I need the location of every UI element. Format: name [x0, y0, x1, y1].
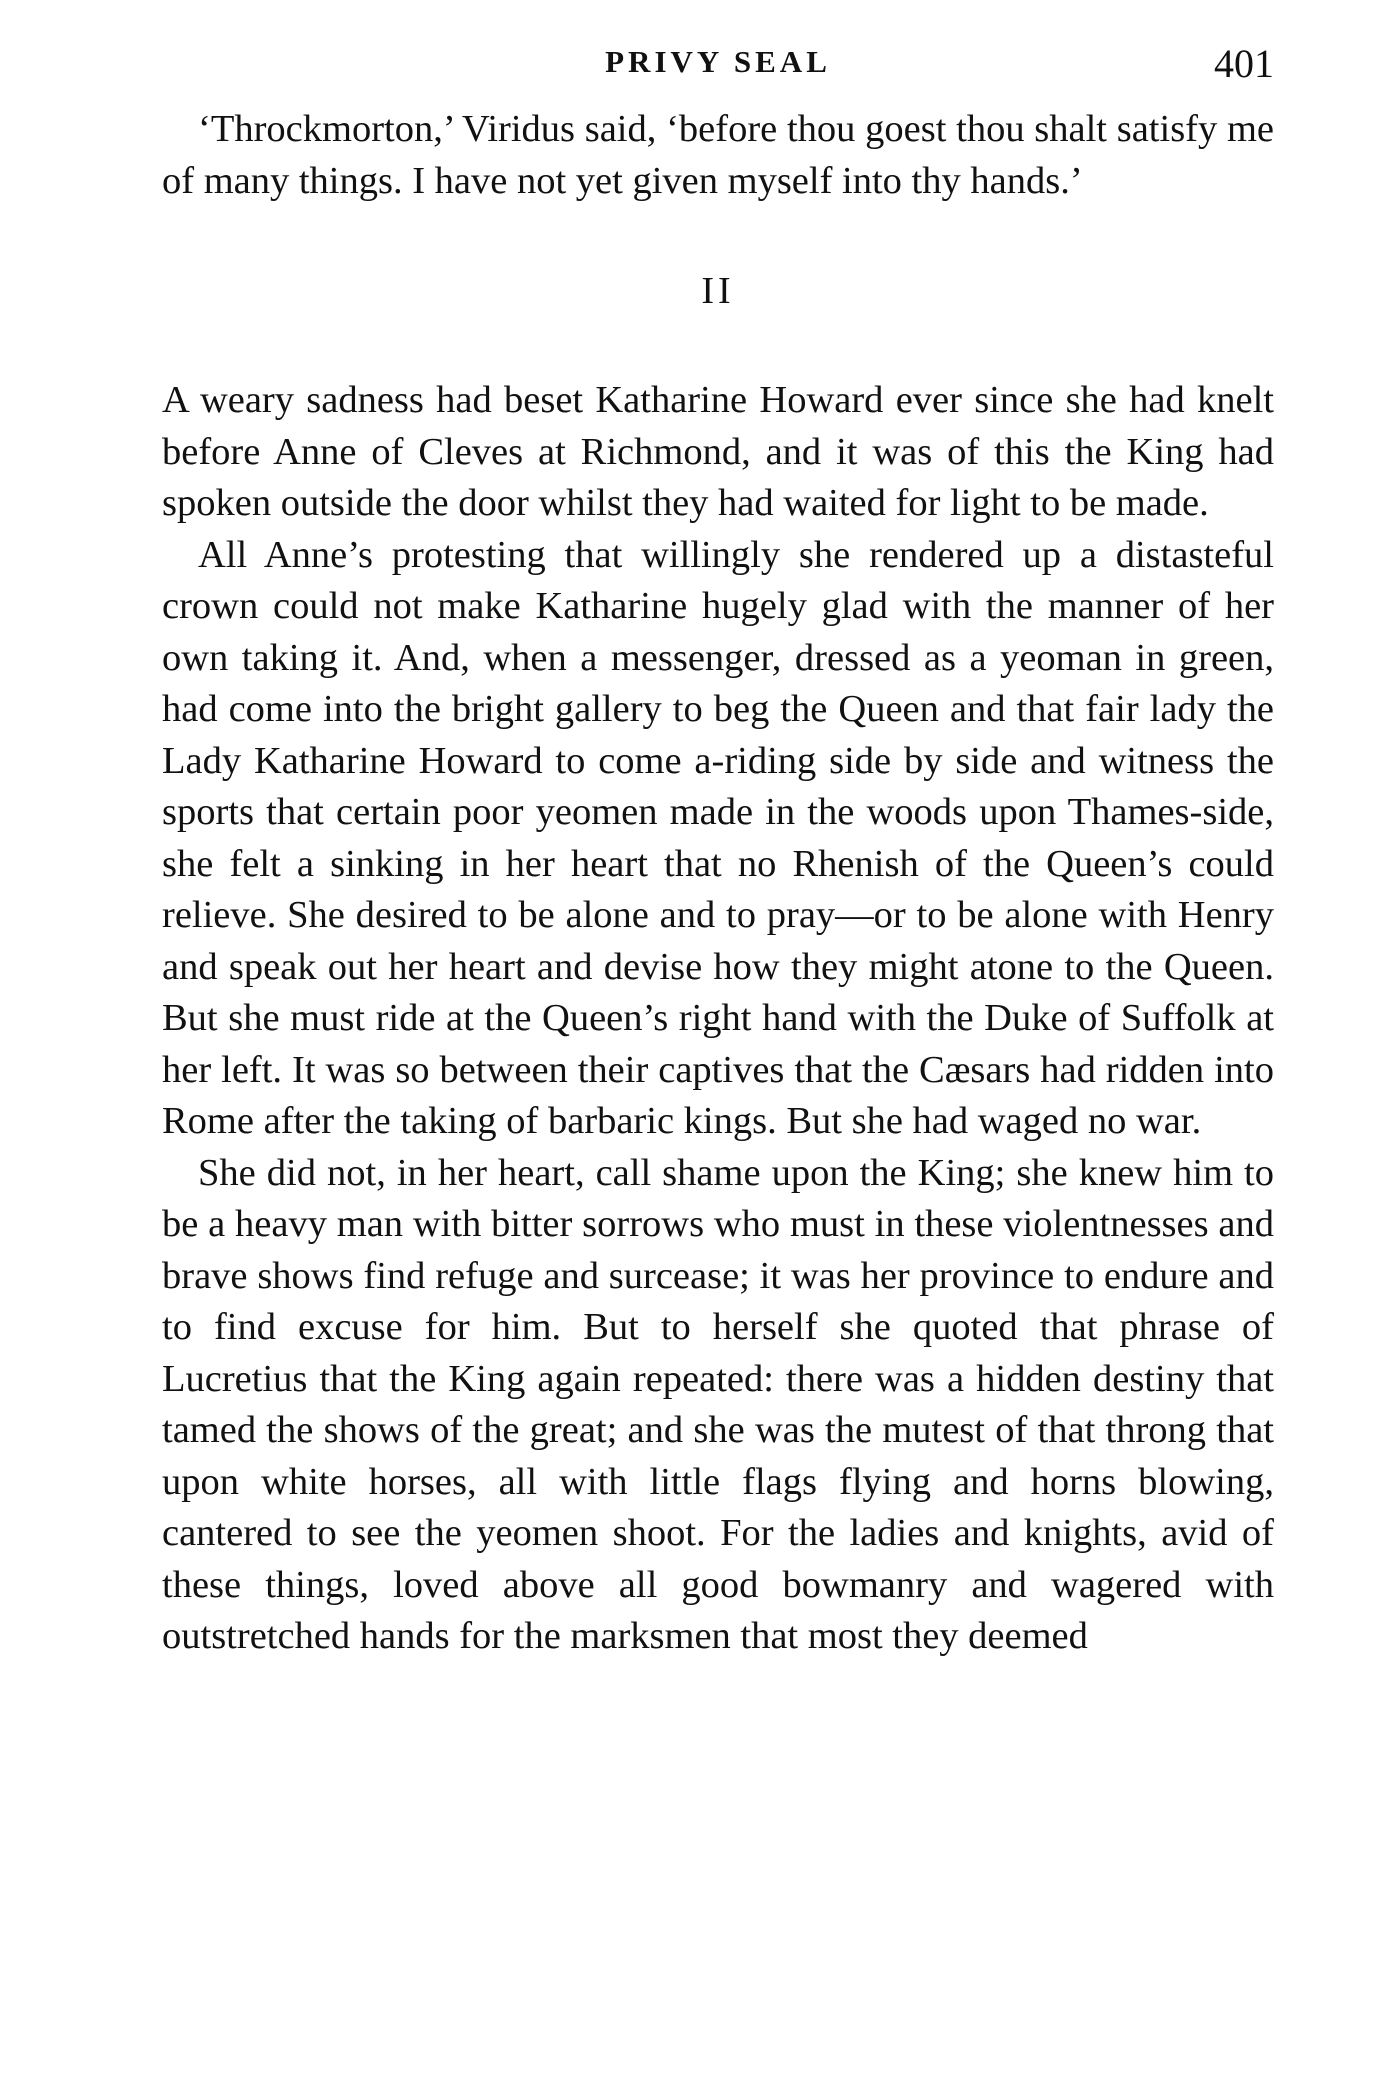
running-head: [162, 41, 1274, 94]
page-number: 401: [1214, 41, 1274, 86]
opening-paragraph: ‘Throckmorton,’ Viridus said, ‘before thou goest thou shalt satisfy me of many things. I have not yet given myself into thy hands.’: [162, 108, 1274, 202]
running-title: PRIVY SEAL: [605, 44, 831, 79]
book-page: [162, 41, 1274, 1663]
section-number: II: [701, 270, 735, 312]
paragraph-2: All Anne’s protesting that willingly she rendered up a distasteful crown could not make Katharine hugely glad with the manner of her own taking it. And, when a messenger, dressed as a yeoman in green, had come into the bright gallery to beg the Queen and that fair lady the Lady Katharine Howard to come a-riding side by side and witness the sports that certain poor yeomen made in the woods upon Thames-side, she felt a sinking in her heart that no Rhenish of the Queen’s could relieve. She desired to be alone and to pray—or to be alone with Henry and speak out her heart and devise how they might atone to the Queen. But she must ride at the Queen’s right hand with the Duke of Suffolk at her left. It was so between their captives that the Cæsars had ridden into Rome after the taking of barbaric kings. But she had waged no war.: [162, 533, 1274, 1142]
paragraph-1: A weary sadness had beset Katharine Howard ever since she had knelt before Anne of Cleves at Richmond, and it was of this the King had spoken outside the door whilst they had waited for light to be made.: [162, 379, 1274, 524]
paragraph-3: She did not, in her heart, call shame upon the King; she knew him to be a heavy man with bitter sorrows who must in these violentnesses and brave shows find refuge and surcease; it was her province to endure and to find excuse for him. But to herself she quoted that phrase of Lucretius that the King again repeated: there was a hidden destiny that tamed the shows of the great; and she was the mutest of that throng that upon white horses, all with little flags flying and horns blowing, cantered to see the yeomen shoot. For the ladies and knights, avid of these things, loved above all good bowmanry and wagered with outstretched hands for the marksmen that most they deemed: [162, 1151, 1274, 1657]
